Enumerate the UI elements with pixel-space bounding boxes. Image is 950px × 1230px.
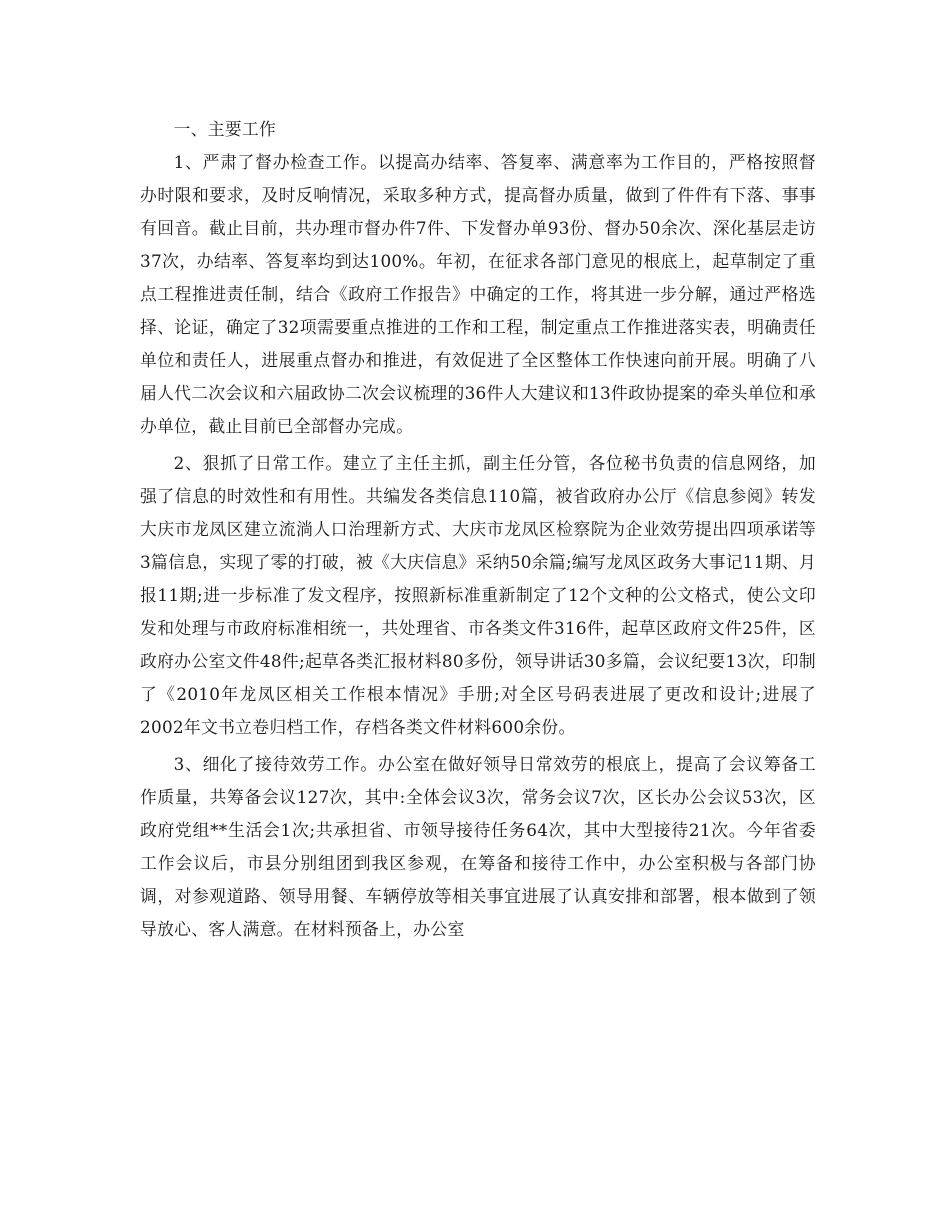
paragraph-daily-work: 2、狠抓了日常工作。建立了主任主抓，副主任分管，各位秘书负责的信息网络，加强了信息的时效性和有用性。共编发各类信息110篇，被省政府办公厅《信息参阅》转发大庆市龙凤区建立流淌人口治理新方式、大庆市龙凤区检察院为企业效劳提出四项承诺等3篇信息，实现了零的打破，被《大庆信息》采纳50余篇;编写龙凤区政务大事记11期、月报11期;进一步标准了发文程序，按照新标准重新制定了12个文种的公文格式，使公文印发和处理与市政府标准相统一，共处理省、市各类文件316件，起草区政府文件25件，区政府办公室文件48件;起草各类汇报材料80多份，领导讲话30多篇，会议纪要13次，印制了《2010年龙凤区相关工作根本情况》手册;对全区号码表进展了更改和设计;进展了2002年文书立卷归档工作，存档各类文件材料600余份。 (140, 453, 816, 737)
paragraph-supervision: 1、严肃了督办检查工作。以提高办结率、答复率、满意率为工作目的，严格按照督办时限和要求，及时反响情况，采取多种方式，提高督办质量，做到了件件有下落、事事有回音。截止目前，共办理市督办件7件、下发督办单93份、督办50余次、深化基层走访37次，办结率、答复率均到达100%。年初，在征求各部门意见的根底上，起草制定了重点工程推进责任制，结合《政府工作报告》中确定的工作，将其进一步分解，通过严格选择、论证，确定了32项需要重点推进的工作和工程，制定重点工作推进落实表，明确责任单位和责任人，进展重点督办和推进，有效促进了全区整体工作快速向前开展。明确了八届人代二次会议和六届政协二次会议梳理的36件人大建议和13件政协提案的牵头单位和承办单位，截止目前已全部督办完成。 (140, 152, 816, 436)
section-heading: 一、主要工作 (173, 119, 277, 139)
paragraph-reception-service: 3、细化了接待效劳工作。办公室在做好领导日常效劳的根底上，提高了会议筹备工作质量，共筹备会议127次，其中:全体会议3次，常务会议7次，区长办公会议53次，区政府党组**生活会1次;共承担省、市领导接待任务64次，其中大型接待21次。今年省委工作会议后，市县分别组团到我区参观，在筹备和接待工作中，办公室积极与各部门协调，对参观道路、领导用餐、车辆停放等相关事宜进展了认真安排和部署，根本做到了领导放心、客人满意。在材料预备上，办公室 (140, 754, 816, 939)
document-body (140, 113, 816, 946)
